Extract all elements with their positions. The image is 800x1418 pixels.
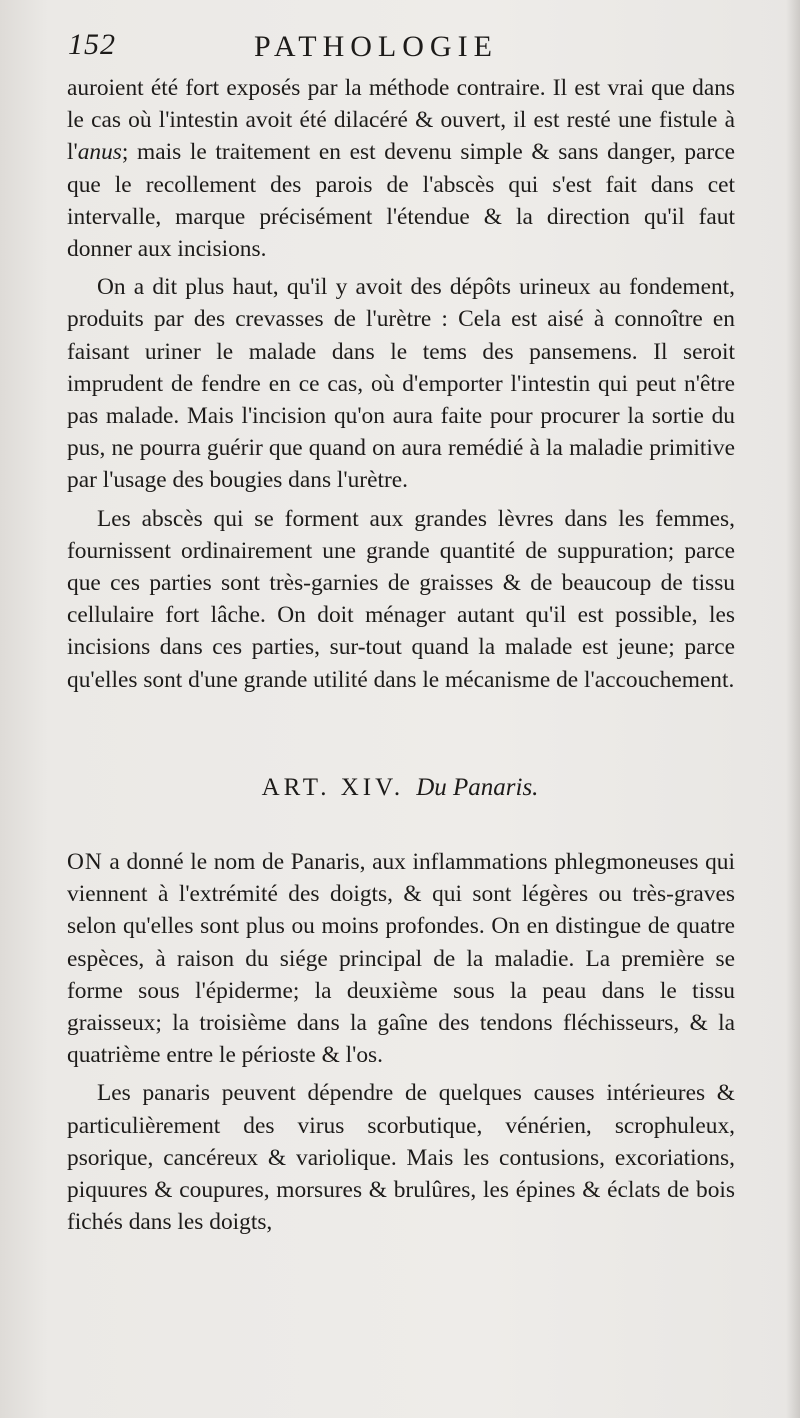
page-number: 152 [68,28,116,61]
article-body [67,846,735,1238]
article-title: Du Panaris. [416,774,539,801]
paragraph-causes: Les panaris peuvent dépendre de quelques causes intérieures & particulièrement des virus scorbutique, vénérien, scrophuleux, psorique, cancéreux & variolique. Mais les contusions, excoriations, piquures & coupures, morsures & brulûres, les épines & éclats de bois fichés dans les doigts, [67,1080,735,1236]
page-header [68,28,728,72]
page-gutter-shadow [786,0,800,1418]
section-continuation [67,72,735,696]
paragraph-text: ; mais le traitement en est devenu simple & sans danger, parce que le recollement des parois de l'abscès qui s'est fait dans cet intervalle, marque précisément l'étendue & la direction qu'il faut donner aux incisions. [67,139,735,263]
article-heading [0,774,800,802]
paragraph-depots-urineux: On a dit plus haut, qu'il y avoit des dépôts urineux au fondement, produits par des crevasses de l'urètre : Cela est aisé à connoître en faisant uriner le malade dans le tems des pansemens. Il seroit imprudent de fendre en ce cas, où d'emporter l'intestin qui peut n'être pas malade. Mais l'incision qu'on aura faite pour procurer la sortie du pus, ne pourra guérir que quand on aura remédié à la maladie primitive par l'usage des bougies dans l'urètre. [67,274,735,494]
article-number: ART. XIV. [261,774,405,801]
italic-term: anus [77,139,122,166]
paragraph-text: a donné le nom de Panaris, aux inflammations phlegmoneuses qui viennent à l'extrémité des doigts, & qui sont légères ou très-graves selon qu'elles sont plus ou moins profondes. On en distingue de quatre espèces, à raison du siége principal de la maladie. La première se forme sous l'épiderme; la deuxième sous la peau dans le tissu graisseux; la troisième dans la gaîne des tendons fléchisseurs, & la quatrième entre le périoste & l'os. [67,849,735,1069]
paragraph-fistule [67,72,735,265]
paragraph-grandes-levres: Les abscès qui se forment aux grandes lèvres dans les femmes, fournissent ordinairement une grande quantité de suppuration; parce que ces parties sont très-garnies de graisses & de beaucoup de tissu cellulaire fort lâche. On doit ménager autant qu'il est possible, les incisions dans ces parties, sur-tout quand la malade est jeune; parce qu'elles sont d'une grande utilité dans le mécanisme de l'accouchement. [67,505,735,693]
running-head: PATHOLOGIE [254,30,498,63]
initial-caps: ON [67,849,103,875]
paragraph-definition [67,846,735,1071]
paragraph-text: auroient été fort exposés par la méthode contraire. Il est vrai que dans le cas où l'intestin avoit été dilacéré & ouvert, il est resté une fistule à l' [67,75,735,166]
